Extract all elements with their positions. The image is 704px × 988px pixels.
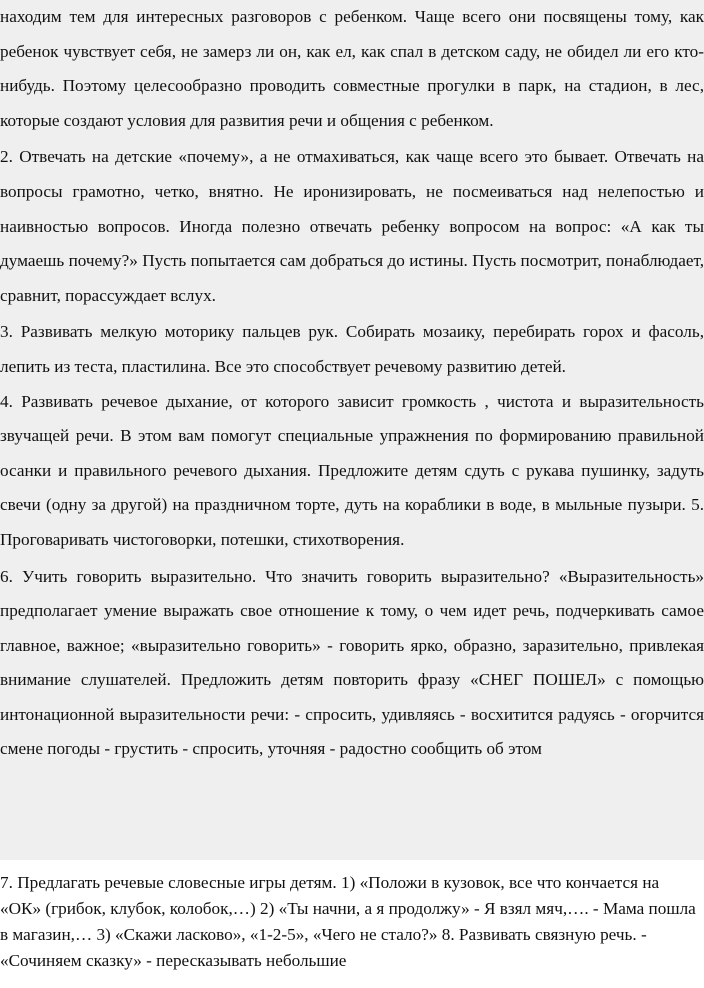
paragraph-2: 2. Отвечать на детские «почему», а не отмахиваться, как чаще всего это бывает. Отвечать на вопросы грамотно, четко, внятно. Не иронизировать, не посмеиваться над нелепостью и наивностью вопросов. Иногда полезно отвечать ребенку вопросом на вопрос: «А как ты думаешь почему?» Пусть попытается сам добраться до истины. Пусть посмотрит, понаблюдает, сравнит, порассуждает вслух. — [0, 147, 704, 305]
paragraph-7: 7. Предлагать речевые словесные игры детям. 1) «Положи в кузовок, все что кончается на «ОК» (грибок, клубок, колобок,…) 2) «Ты начни, а я продолжу» - Я взял мяч,…. - Мама пошла в магазин,… 3) «Скажи ласково», «1-2-5», «Чего не стало?» 8. Развивать связную речь. - «Сочиняем сказку» - пересказывать небольшие — [0, 873, 696, 970]
paragraph-6: 6. Учить говорить выразительно. Что значить говорить выразительно? «Выразительность» предполагает умение выражать свое отношение к тому, о чем идет речь, подчеркивать самое главное, важное; «выразительно говорить» - говорить ярко, образно, заразительно, привлекая внимание слушателей. Предложить детям повторить фразу «СНЕГ ПОШЕЛ» с помощью интонационной выразительности речи: - спросить, удивляясь - восхитится радуясь - огорчится смене погоды - грустить - спросить, уточняя - радостно сообщить об этом — [0, 566, 704, 759]
paragraph-1: находим тем для интересных разговоров с ребенком. Чаще всего они посвящены тому, как ребенок чувствует себя, не замерз ли он, как ел, как спал в детском саду, не обидел ли его кто-нибудь. Поэтому целесообразно проводить совместные прогулки в парк, на стадион, в лес, которые создают условия для развития речи и общения с ребенком. — [0, 7, 704, 130]
paragraph-4: 4. Развивать речевое дыхание, от которого зависит громкость , чистота и выразительность звучащей речи. В этом вам помогут специальные упражнения по формированию правильной осанки и правильного речевого дыхания. Предложите детям сдуть с рукава пушинку, задуть свечи (одну за другой) на праздничном торте, дуть на кораблики в воде, в мыльные пузыри. 5. Проговаривать чистоговорки, потешки, стихотворения. — [0, 391, 704, 549]
bottom-text-block — [0, 864, 704, 988]
paragraph-3: 3. Развивать мелкую моторику пальцев рук. Собирать мозаику, перебирать горох и фасоль, лепить из теста, пластилина. Все это способствует речевому развитию детей. — [0, 322, 704, 376]
